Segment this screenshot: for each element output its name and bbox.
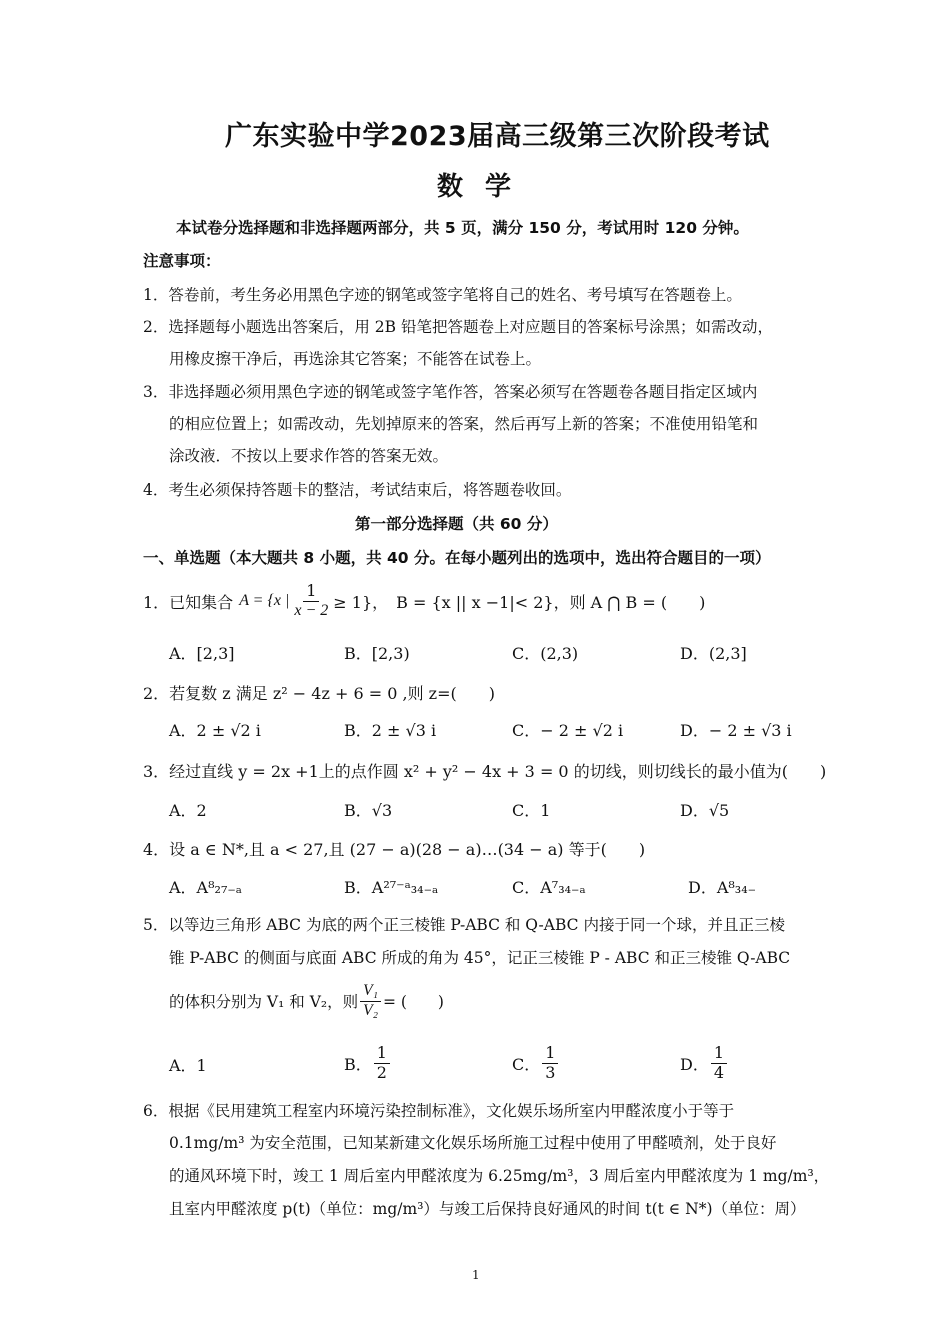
q5-option-c-numerator: 1 <box>542 1045 558 1064</box>
q2-option-b: B．2 ± √3 i <box>344 721 437 740</box>
q4-option-d: D．A⁸₃₄₋ <box>688 878 757 897</box>
page-number: 1 <box>472 1268 480 1282</box>
notice-item-3-line-3: 涂改液．不按以上要求作答的答案无效。 <box>169 447 449 465</box>
q5-option-c-fraction <box>542 1042 558 1082</box>
notice-heading: 注意事项： <box>143 252 221 270</box>
q2-option-d: D．− 2 ± √3 i <box>680 721 792 740</box>
q3-option-c: C．1 <box>512 801 551 820</box>
question-1-stem <box>143 576 705 626</box>
q5-volume-ratio <box>360 983 381 1019</box>
q1-option-d: D．(2,3] <box>680 644 747 663</box>
q5-option-b <box>344 1040 392 1086</box>
question-6-line-1: 6．根据《民用建筑工程室内环境污染控制标准》，文化娱乐场所室内甲醛浓度小于等于 <box>143 1102 735 1120</box>
q5-option-b-denominator: 2 <box>376 1062 387 1082</box>
notice-item-2-line-2: 用橡皮擦干净后，再选涂其它答案；不能答在试卷上。 <box>169 350 542 368</box>
q1-fraction <box>291 580 331 620</box>
q3-option-d: D．√5 <box>680 801 730 820</box>
q1-fraction-denominator: x − 2 <box>294 601 329 619</box>
question-2-stem: 2．若复数 z 满足 z² − 4z + 6 = 0 ,则 z=( ) <box>143 684 495 703</box>
notice-item-1: 1．答卷前，考生务必用黑色字迹的钢笔或签字笔将自己的姓名、考号填写在答题卷上。 <box>143 286 742 304</box>
q4-option-b: B．A²⁷⁻ᵃ₃₄₋ₐ <box>344 878 439 897</box>
q5-option-d <box>680 1040 729 1086</box>
q1-option-b: B．[2,3) <box>344 644 410 663</box>
q5-ratio-denominator: V₂ <box>363 1001 378 1019</box>
question-5-line-1: 5．以等边三角形 ABC 为底的两个正三棱锥 P-ABC 和 Q-ABC 内接于同一个球，并且正三棱 <box>143 916 785 934</box>
q1-option-a: A．[2,3] <box>169 644 235 663</box>
exam-title: 广东实验中学2023届高三级第三次阶段考试 <box>225 121 770 152</box>
q5-option-d-denominator: 4 <box>713 1062 725 1082</box>
subject-title: 数学 <box>437 172 534 202</box>
notice-item-4: 4．考生必须保持答题卡的整洁，考试结束后，将答题卷收回。 <box>143 481 572 499</box>
q4-option-c: C．A⁷₃₄₋ₐ <box>512 878 586 897</box>
q1-option-c: C．(2,3) <box>512 644 579 663</box>
q5-ratio-tail: = ( ) <box>382 993 444 1011</box>
q5-option-c-denominator: 3 <box>545 1062 556 1082</box>
q1-set-a-right: ≥ 1}， <box>333 592 389 612</box>
question-6-line-2: 0.1mg/m³ 为安全范围，已知某新建文化娱乐场所施工过程中使用了甲醛喷剂，处于良好 <box>169 1134 777 1152</box>
q5-option-c-label: C． <box>512 1054 541 1074</box>
q5-option-b-label: B． <box>344 1054 372 1074</box>
q5-volumes-text: 的体积分别为 V₁ 和 V₂，则 <box>169 993 359 1011</box>
q5-option-c <box>512 1040 560 1086</box>
exam-intro: 本试卷分选择题和非选择题两部分，共 5 页，满分 150 分，考试用时 120 分钟。 <box>176 219 749 237</box>
single-choice-heading: 一、单选题（本大题共 8 小题，共 40 分。在每小题列出的选项中，选出符合题目的一项） <box>143 549 771 567</box>
q3-option-b: B．√3 <box>344 801 393 820</box>
notice-item-3-line-1: 3．非选择题必须用黑色字迹的钢笔或签字笔作答，答案必须写在答题卷各题目指定区域内 <box>143 383 758 401</box>
question-3-stem: 3．经过直线 y = 2x +1上的点作圆 x² + y² − 4x + 3 = 0 的切线，则切线长的最小值为( ) <box>143 762 827 781</box>
q5-option-d-fraction <box>711 1042 727 1082</box>
q5-option-a: A．1 <box>169 1056 207 1075</box>
q5-option-d-label: D． <box>680 1054 709 1074</box>
q4-option-a: A．A⁸₂₇₋ₐ <box>169 878 242 897</box>
question-5-line-2: 锥 P-ABC 的侧面与底面 ABC 所成的角为 45°，记正三棱锥 P - ABC 和正三棱锥 Q-ABC <box>169 949 791 967</box>
q1-set-b: B = {x || x −1|< 2}，则 A ⋂ B = ( ) <box>396 592 706 612</box>
q5-ratio-numerator: V₁ <box>360 983 381 1001</box>
q1-fraction-numerator: 1 <box>303 583 319 602</box>
q2-option-a: A．2 ± √2 i <box>169 721 261 740</box>
q5-option-d-numerator: 1 <box>711 1045 727 1064</box>
part-one-heading: 第一部分选择题（共 60 分） <box>355 515 558 533</box>
question-6-line-4: 且室内甲醛浓度 p(t)（单位：mg/m³）与竣工后保持良好通风的时间 t(t ∈ N*)（单位：周） <box>169 1200 806 1218</box>
q5-option-b-fraction <box>374 1042 390 1082</box>
question-4-stem: 4．设 a ∈ N*,且 a < 27,且 (27 − a)(28 − a)…(34 − a) 等于( ) <box>143 840 646 859</box>
question-6-line-3: 的通风环境下时，竣工 1 周后室内甲醛浓度为 6.25mg/m³，3 周后室内甲醛浓度为 1 mg/m³， <box>169 1167 830 1185</box>
notice-item-3-line-2: 的相应位置上；如需改动，先划掉原来的答案，然后再写上新的答案；不准使用铅笔和 <box>169 415 759 433</box>
q1-prefix: 1．已知集合 <box>143 592 234 612</box>
q2-option-c: C．− 2 ± √2 i <box>512 721 624 740</box>
question-5-line-3 <box>169 978 444 1024</box>
q1-set-a-left: A = {x | <box>239 592 290 609</box>
q3-option-a: A．2 <box>169 801 207 820</box>
notice-item-2-line-1: 2．选择题每小题选出答案后，用 2B 铅笔把答题卷上对应题目的答案标号涂黑；如需改动， <box>143 318 773 336</box>
q5-option-b-numerator: 1 <box>374 1045 390 1064</box>
